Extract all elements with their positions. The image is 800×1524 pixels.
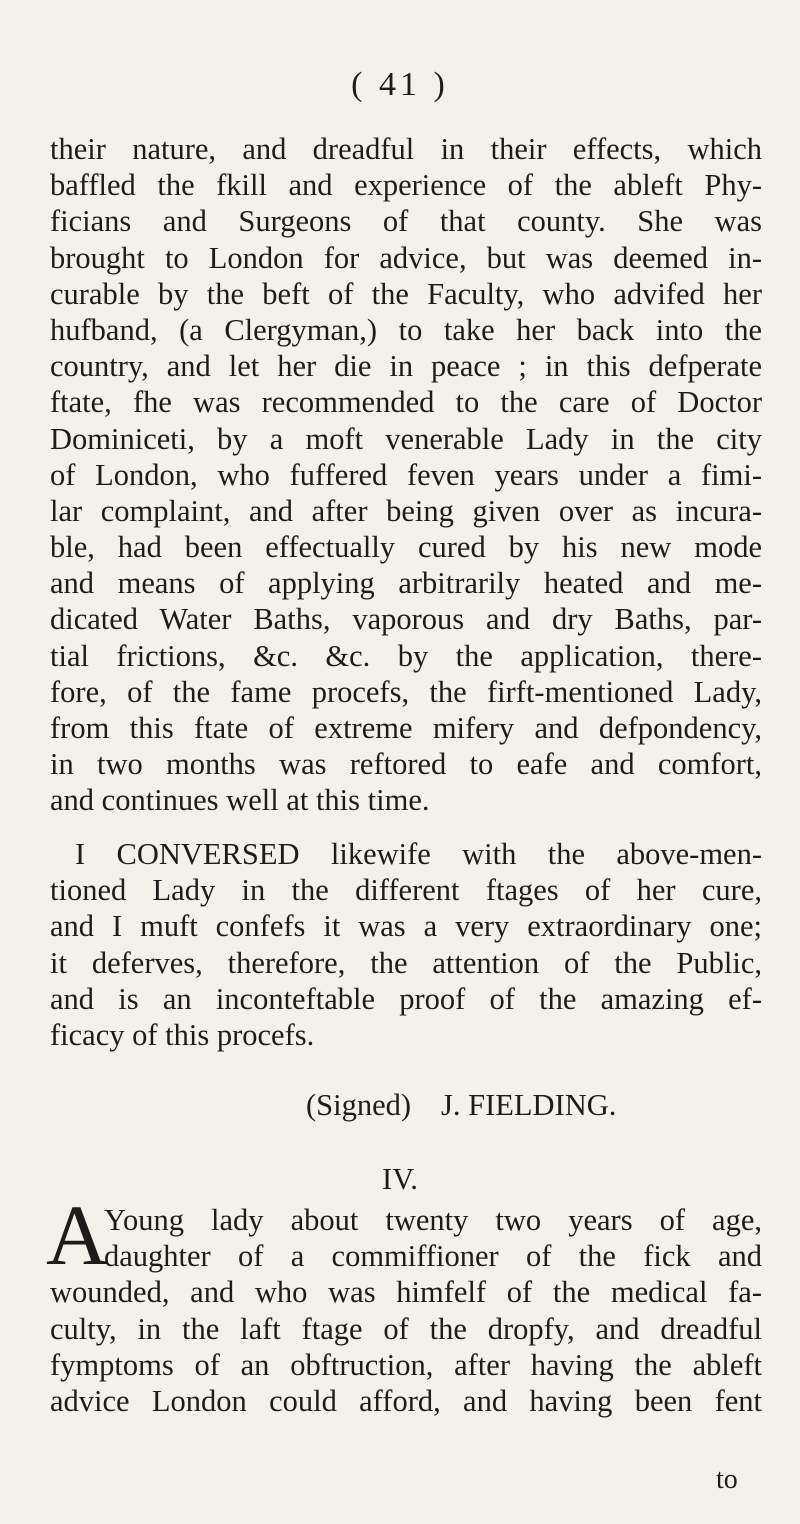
text-line: of London, who fuffered feven years under a fimi- [50,457,762,492]
text-line: curable by the beft of the Faculty, who advifed her [50,276,762,311]
text-line: hufband, (a Clergyman,) to take her back into the [50,312,762,347]
text-line: and means of applying arbitrarily heated and me- [50,566,762,601]
page-number: ( 41 ) [351,66,449,103]
text-line: from this ftate of extreme mifery and defpondency, [50,711,762,745]
text-line: ble, had been effectually cured by his new mode [50,530,762,565]
text-line: I CONVERSED likewife with the above-men- [75,837,762,871]
paragraph-1 [50,131,762,819]
signatory-name: J. FIELDING. [441,1088,617,1122]
catchword: to [716,1464,738,1495]
text-line: lar complaint, and after being given over as incura- [50,493,762,528]
text-line: fore, of the fame procefs, the firft-mentioned Lady, [50,674,762,709]
text-line: and continues well at this time. [50,783,430,818]
text-line: ftate, fhe was recommended to the care of Doctor [50,385,762,420]
signed-label: (Signed) [306,1088,412,1122]
text-line: Young lady about twenty two years of age, [104,1203,762,1237]
text-line: advice London could afford, and having been fent [50,1383,762,1418]
text-line: fymptoms of an obftruction, after having the ableft [50,1347,762,1382]
text-line: country, and let her die in peace ; in this defperate [50,349,762,384]
text-line: Dominiceti, by a moft venerable Lady in the city [50,421,762,456]
text-line: ficians and Surgeons of that county. She was [50,204,762,239]
text-line: ficacy of this procefs. [50,1017,315,1052]
section-heading: IV. [382,1162,418,1196]
paragraph-3 [50,1202,762,1419]
text-line: baffled the fkill and experience of the ableft Phy- [50,168,762,203]
signature-line [306,1088,616,1123]
paragraph-2 [50,836,762,1053]
text-line: daughter of a commiffioner of the fick and [104,1239,762,1274]
text-line: dicated Water Baths, vaporous and dry Baths, par- [50,602,762,637]
text-line: and is an inconteftable proof of the amazing ef- [50,981,762,1016]
text-line: tioned Lady in the different ftages of her cure, [50,873,762,908]
text-line: their nature, and dreadful in their effects, which [50,132,762,166]
text-line: culty, in the laft ftage of the dropfy, and dreadful [50,1311,762,1346]
text-line: in two months was reftored to eafe and comfort, [50,747,762,782]
text-line: brought to London for advice, but was deemed in- [50,240,762,275]
text-line: wounded, and who was himfelf of the medical fa- [50,1275,762,1310]
text-line: tial frictions, &c. &c. by the application, there- [50,638,762,673]
drop-cap: A [46,1187,109,1283]
text-line: it deferves, therefore, the attention of the Public, [50,945,762,980]
text-line: and I muft confefs it was a very extraordinary one; [50,909,762,944]
